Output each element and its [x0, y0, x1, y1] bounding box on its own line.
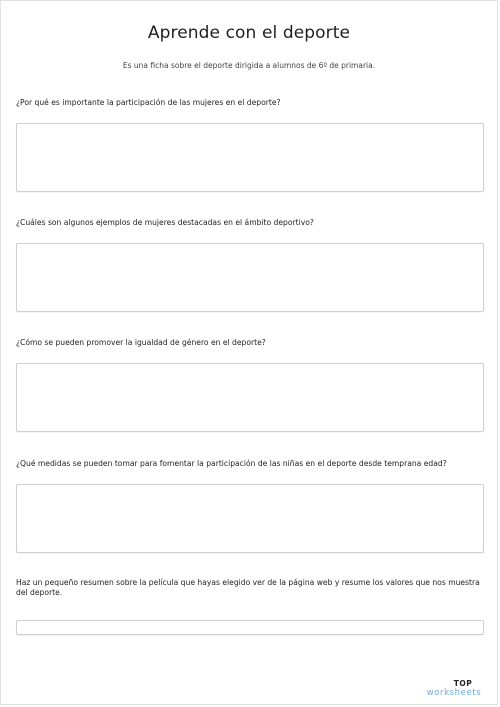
- topworksheets-logo[interactable]: [424, 680, 484, 697]
- answer-box-5[interactable]: [16, 620, 484, 635]
- logo-top-text: TOP: [453, 679, 473, 688]
- question-3: ¿Cómo se pueden promover la igualdad de género en el deporte?: [16, 338, 266, 347]
- answer-box-1[interactable]: [16, 123, 484, 192]
- answer-box-4[interactable]: [16, 484, 484, 553]
- question-2: ¿Cuáles son algunos ejemplos de mujeres destacadas en el ámbito deportivo?: [16, 218, 314, 227]
- worksheet-subtitle: Es una ficha sobre el deporte dirigida a alumnos de 6º de primaria.: [122, 61, 376, 70]
- question-4: ¿Qué medidas se pueden tomar para fomentar la participación de las niñas en el deporte desde temprana edad?: [16, 459, 447, 468]
- question-5: Haz un pequeño resumen sobre la película que hayas elegido ver de la página web y resume los valores que nos muestra del deporte.: [16, 578, 480, 597]
- worksheet-title: Aprende con el deporte: [147, 23, 351, 43]
- answer-box-2[interactable]: [16, 243, 484, 312]
- answer-box-3[interactable]: [16, 363, 484, 432]
- logo-bottom-text: worksheets: [426, 687, 482, 698]
- question-1: ¿Por qué es importante la participación de las mujeres en el deporte?: [16, 98, 281, 107]
